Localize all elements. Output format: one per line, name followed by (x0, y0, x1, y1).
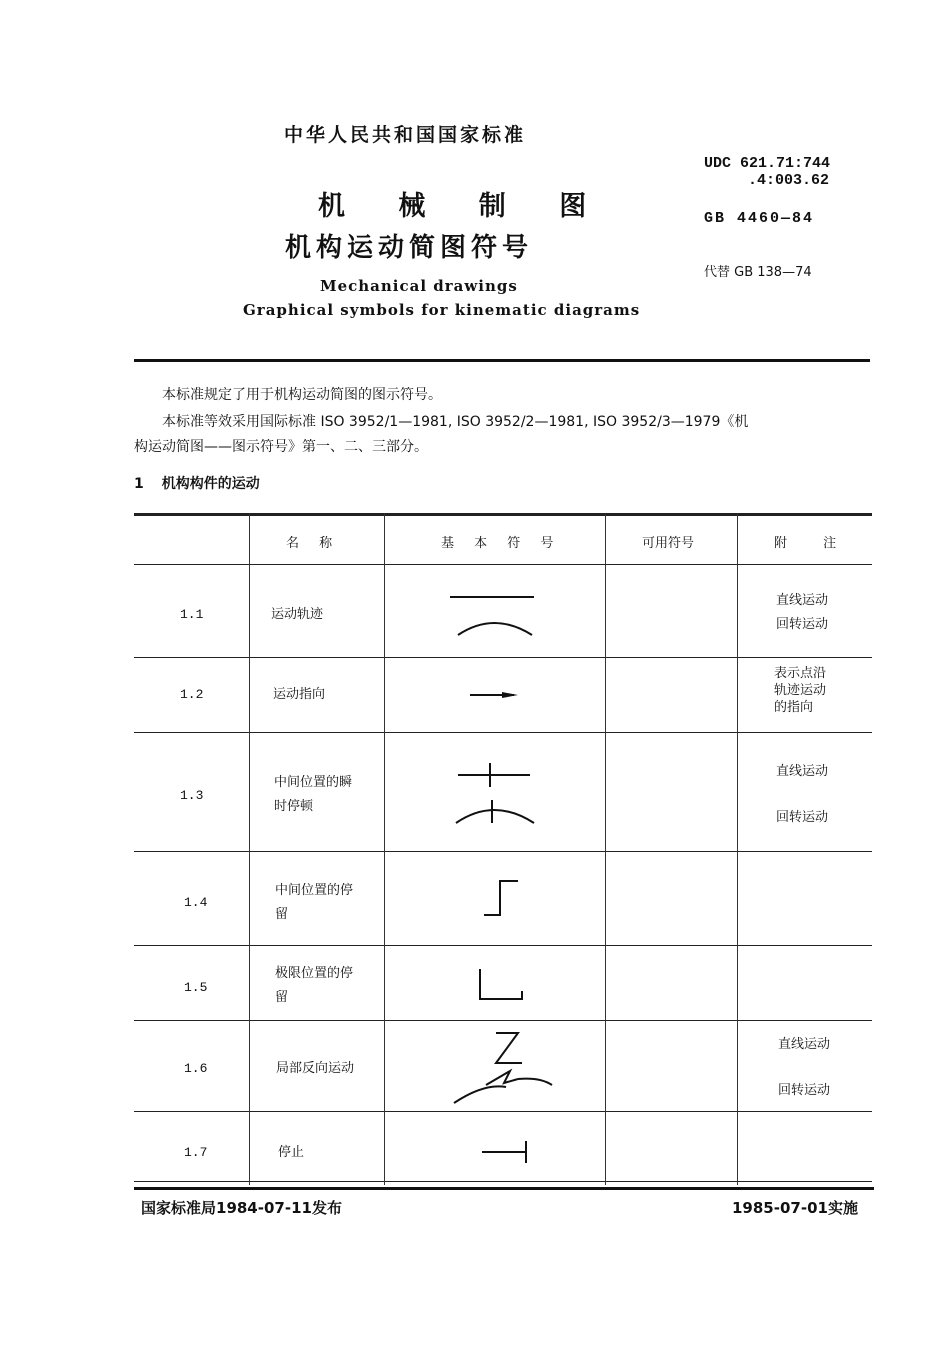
dwell-limit-symbol (474, 963, 534, 1007)
row-id: 1.6 (184, 1061, 208, 1076)
row-name: 运动轨迹 (271, 607, 324, 622)
title-cn-line2: 机构运动简图符号 (285, 233, 534, 263)
row-name: 极限位置的停 (275, 966, 354, 981)
row-note: 轨迹运动 (774, 683, 827, 698)
section-number: 1 (134, 476, 144, 492)
row-divider (134, 945, 872, 946)
row-id: 1.7 (184, 1145, 208, 1160)
row-name: 时停顿 (274, 799, 314, 814)
row-id: 1.5 (184, 980, 208, 995)
row-note: 的指向 (774, 700, 814, 715)
title-en-line2: Graphical symbols for kinematic diagrams (243, 301, 641, 319)
title-cn-line1: 机 械 制 图 (318, 191, 609, 222)
row-divider (134, 851, 872, 852)
intro-paragraph-1: 本标准规定了用于机构运动简图的图示符号。 (162, 387, 442, 403)
issued-date: 国家标准局1984-07-11发布 (141, 1199, 342, 1217)
instant-stop-symbol (444, 753, 544, 833)
row-note: 直线运动 (776, 593, 829, 608)
table-top-border (134, 513, 872, 516)
row-name: 中间位置的停 (275, 883, 354, 898)
row-id: 1.2 (180, 687, 204, 702)
row-note: 表示点沿 (774, 666, 827, 681)
section-title: 机构构件的运动 (161, 476, 260, 492)
row-name: 留 (275, 907, 289, 922)
direction-arrow-symbol (464, 683, 524, 707)
table-bottom-border (134, 1181, 872, 1182)
stop-symbol (474, 1137, 534, 1167)
row-divider (134, 1111, 872, 1112)
section-heading (134, 473, 260, 493)
row-note: 直线运动 (776, 764, 829, 779)
row-note: 回转运动 (778, 1083, 831, 1098)
symbol-table (134, 513, 872, 1185)
udc-line2: .4:003.62 (748, 172, 830, 189)
row-note: 回转运动 (776, 810, 829, 825)
trajectory-symbol (434, 583, 554, 643)
intro-paragraph-2-line1: 本标准等效采用国际标准 ISO 3952/1—1981, ISO 3952/2—1981, ISO 3952/3—1979《机 (162, 414, 749, 430)
row-name: 中间位置的瞬 (274, 775, 353, 790)
country-standard-label: 中华人民共和国国家标准 (284, 124, 527, 146)
row-divider (134, 732, 872, 733)
row-name: 留 (275, 990, 289, 1005)
column-divider (384, 513, 385, 1185)
effective-date: 1985-07-01实施 (732, 1199, 858, 1217)
footer-divider (134, 1187, 874, 1190)
row-name: 局部反向运动 (276, 1061, 355, 1076)
row-note: 直线运动 (778, 1037, 831, 1052)
column-divider (605, 513, 606, 1185)
header-notes: 附 注 (774, 536, 853, 551)
title-en-line1: Mechanical drawings (320, 277, 518, 295)
row-name: 停止 (278, 1145, 305, 1160)
column-divider (249, 513, 250, 1185)
dwell-intermediate-symbol (474, 873, 524, 923)
column-divider (737, 513, 738, 1185)
udc-code (704, 155, 830, 189)
header-name: 名 称 (286, 536, 341, 551)
gb-number: GB 4460—84 (704, 210, 815, 227)
table-header-divider (134, 564, 872, 565)
row-name: 运动指向 (273, 687, 326, 702)
row-divider (134, 1020, 872, 1021)
header-basic-symbol: 基 本 符 号 (441, 536, 562, 551)
intro-paragraph-2-line2: 构运动简图——图示符号》第一、二、三部分。 (134, 439, 428, 455)
row-id: 1.4 (184, 895, 208, 910)
udc-line1: UDC 621.71:744 (704, 155, 831, 172)
row-divider (134, 657, 872, 658)
local-reverse-symbol (444, 1025, 564, 1109)
header-divider (134, 359, 870, 362)
row-note: 回转运动 (776, 617, 829, 632)
row-id: 1.1 (180, 607, 204, 622)
header-alt-symbol: 可用符号 (642, 536, 695, 551)
row-id: 1.3 (180, 788, 204, 803)
replaces-standard: 代替 GB 138—74 (704, 265, 812, 280)
